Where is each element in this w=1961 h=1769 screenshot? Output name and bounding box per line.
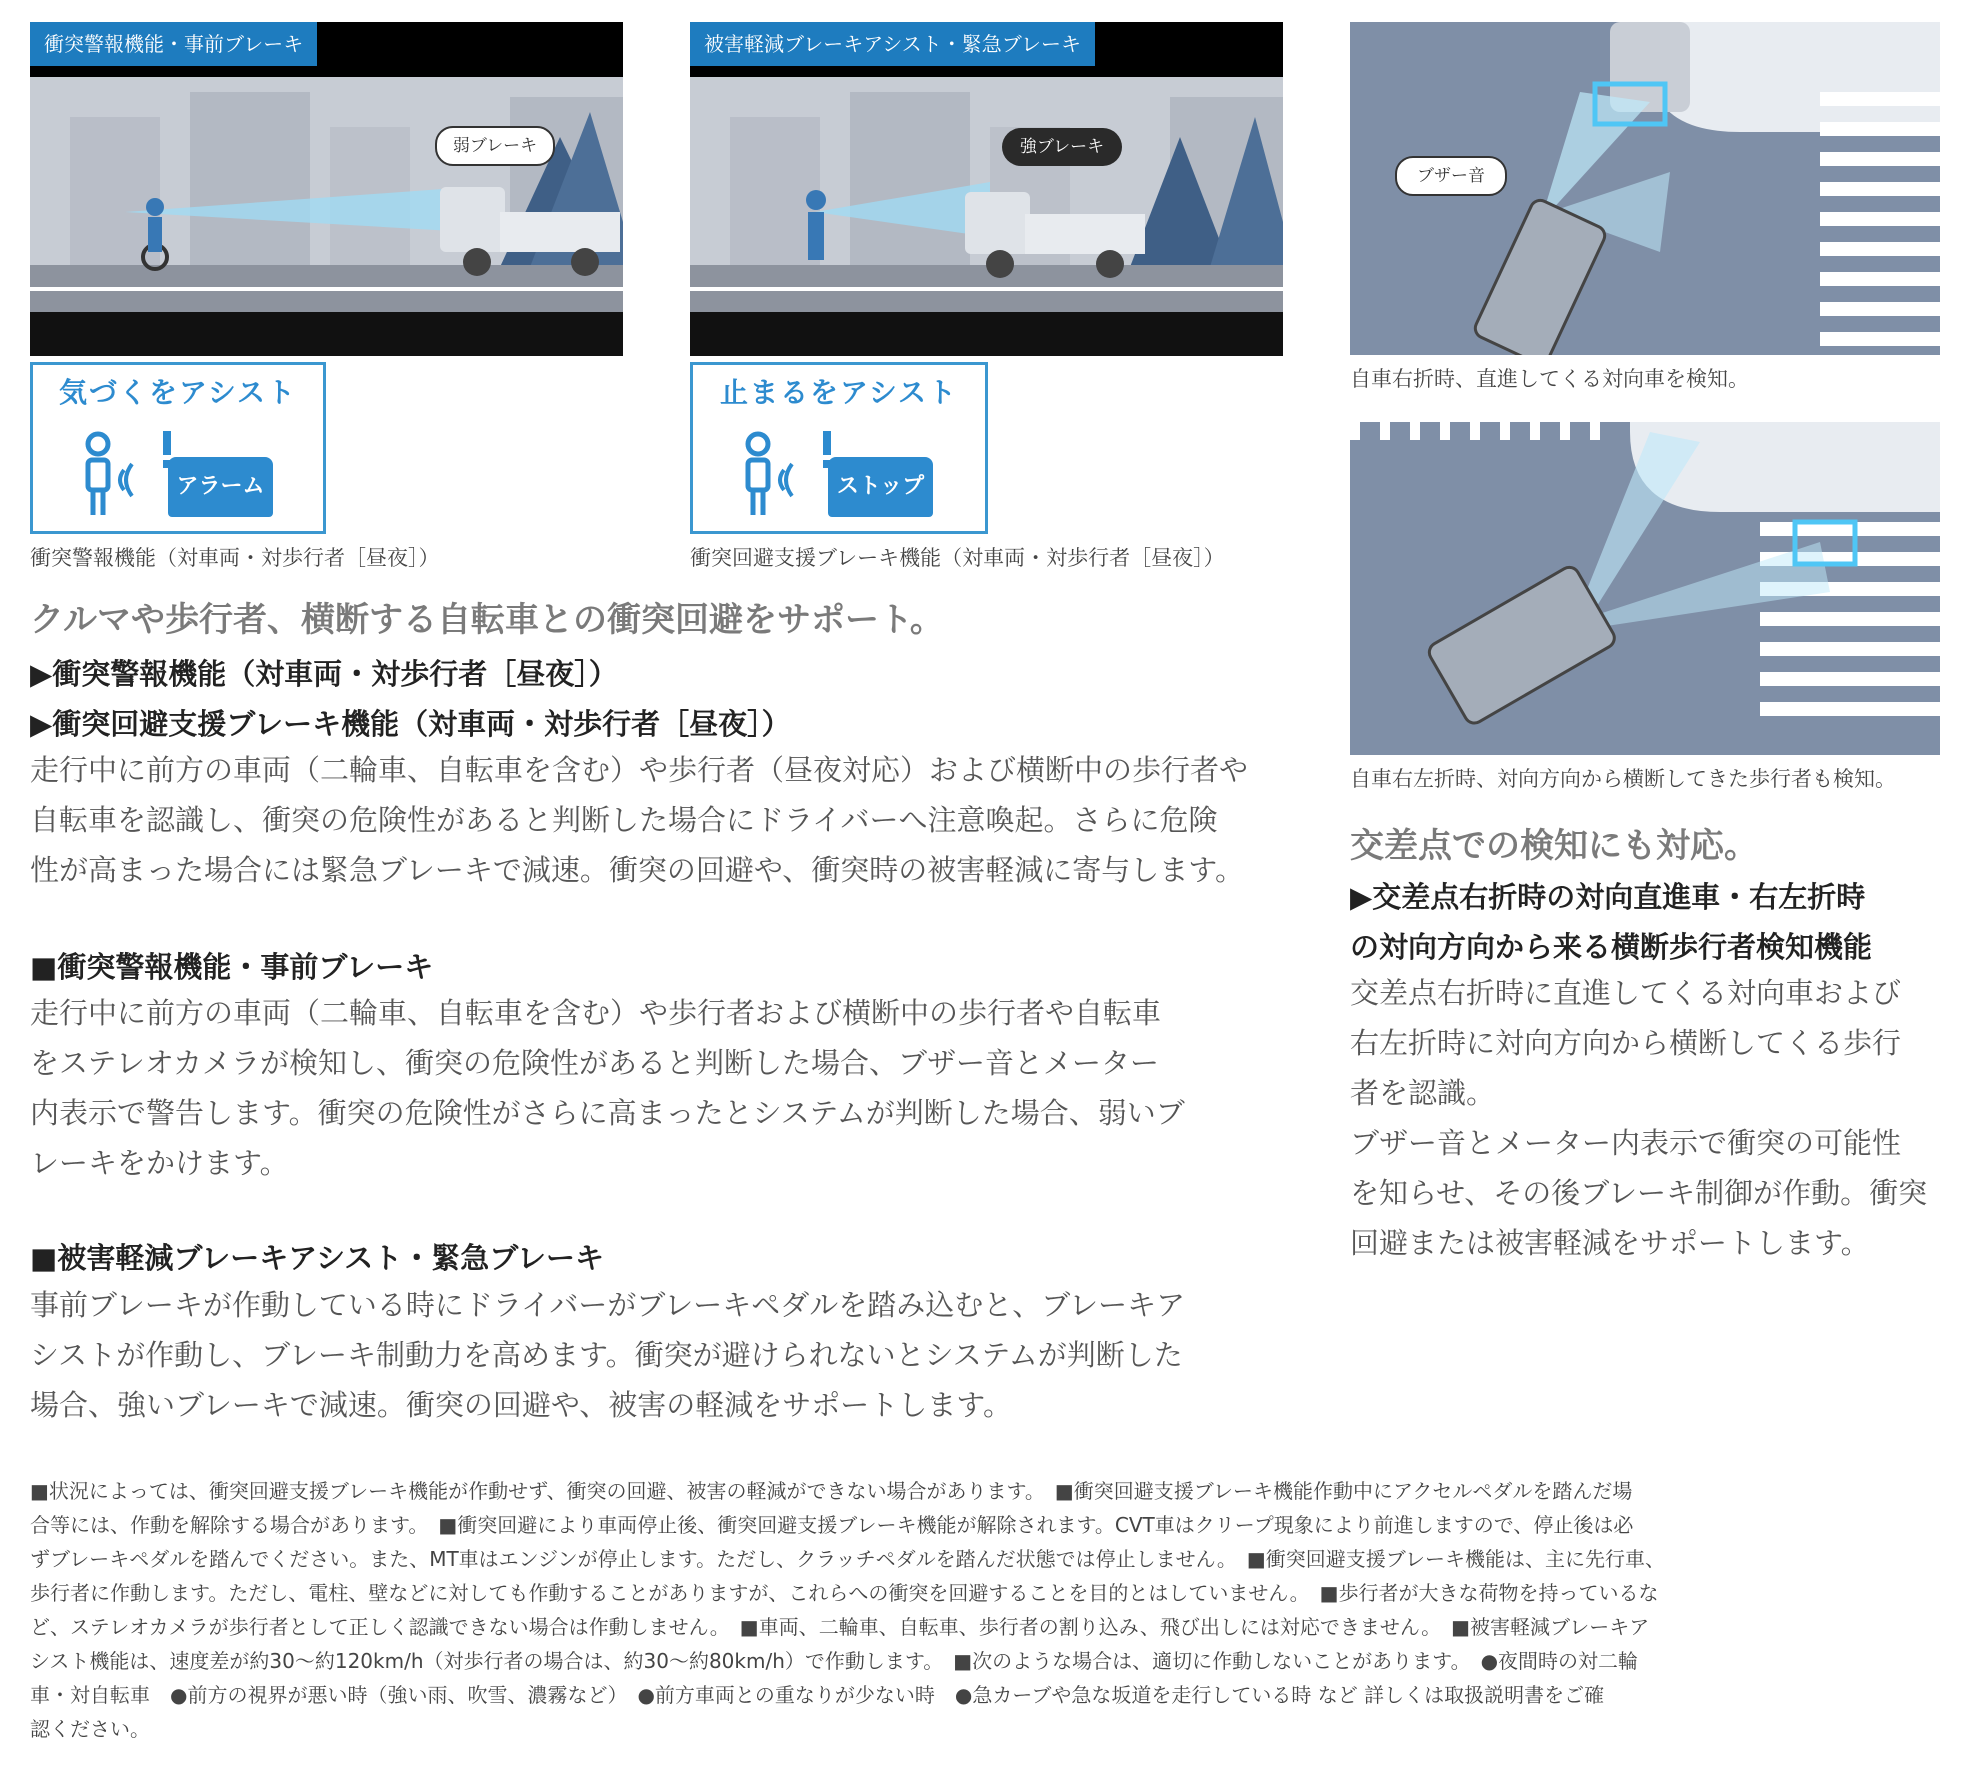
intersection-bottom-illustration (1350, 422, 1940, 755)
scene-warning-panel (30, 22, 623, 356)
assist-notice-caption: 衝突警報機能（対車両・対歩行者［昼夜］） (30, 546, 440, 570)
main-sub1: ▶衝突警報機能（対車両・対歩行者［昼夜］） (30, 657, 618, 691)
main-body-line: 性が高まった場合には緊急ブレーキで減速。衝突の回避や、衝突時の被害軽減に寄与します。 (30, 853, 1244, 887)
intersection-subtitle-line: の対向方向から来る横断歩行者検知機能 (1350, 930, 1873, 964)
footnote-line: シスト機能は、速度差が約30〜約120km/h（対歩行者の場合は、約30〜約80km/h）で作動します。 ■次のような場合は、適切に作動しないことがあります。 ●夜間時の対二輪 (30, 1649, 1639, 1673)
intersection-subtitle-line: ▶交差点右折時の対向直進車・右左折時 (1350, 880, 1866, 914)
footnote-line: 歩行者に作動します。ただし、電柱、壁などに対しても作動することがありますが、これらへの衝突を回避することを目的とはしていません。 ■歩行者が大きな荷物を持っているな (30, 1581, 1659, 1605)
intersection-bottom-caption: 自車右左折時、対向方向から横断してきた歩行者も検知。 (1350, 767, 1896, 791)
assist-notice-box (30, 362, 326, 534)
assist-stop-title: 止まるをアシスト (719, 376, 959, 409)
main-body-line: 自転車を認識し、衝突の危険性があると判断した場合にドライバーへ注意喚起。さらに危険 (30, 803, 1218, 837)
scene-emergency-illustration (690, 22, 1283, 356)
assist-stop-caption: 衝突回避支援ブレーキ機能（対車両・対歩行者［昼夜］） (690, 546, 1225, 570)
warning-mark-stop-icon (823, 431, 831, 455)
main-body (30, 745, 1248, 895)
intersection-body-line: 回避または被害軽減をサポートします。 (1350, 1226, 1870, 1260)
footnotes (30, 1474, 1940, 1746)
footnote-line: 合等には、作動を解除する場合があります。 ■衝突回避により車両停止後、衝突回避支援ブレーキ機能が解除されます。CVT車はクリープ現象により前進しますので、停止後は必 (30, 1513, 1634, 1537)
intersection-top-caption: 自車右折時、直進してくる対向車を検知。 (1350, 367, 1749, 391)
intersection-body-line: を知らせ、その後ブレーキ制御が作動。衝突 (1350, 1176, 1928, 1210)
assist-stop-box (690, 362, 988, 534)
bubble-weak-brake-text: 弱ブレーキ (452, 136, 538, 156)
intersection-headline: 交差点での検知にも対応。 (1350, 826, 1758, 866)
emergency-body-line: シストが作動し、ブレーキ制動力を高めます。衝突が避けられないとシステムが判断した (30, 1338, 1183, 1372)
emergency-section-title: ■被害軽減ブレーキアシスト・緊急ブレーキ (30, 1241, 605, 1275)
intersection-body-line: ブザー音とメーター内表示で衝突の可能性 (1350, 1126, 1902, 1160)
footnote-line: ずブレーキペダルを踏んでください。また、MT車はエンジンが停止します。ただし、クラッチペダルを踏んだ状態では停止しません。 ■衝突回避支援ブレーキ機能は、主に先行車、 (30, 1547, 1665, 1571)
assist-notice-title: 気づくをアシスト (58, 376, 298, 409)
bubble-buzzer-text: ブザー音 (1417, 166, 1485, 186)
intersection-body-line: 右左折時に対向方向から横断してくる歩行 (1350, 1026, 1902, 1060)
bubble-weak-brake (435, 126, 555, 166)
intersection-body (1350, 968, 1927, 1268)
footnote-line: ど、ステレオカメラが歩行者として正しく認識できない場合は作動しません。 ■車両、二輪車、自転車、歩行者の割り込み、飛び出しには対応できません。 ■被害軽減ブレーキア (30, 1615, 1650, 1639)
intersection-body-line: 交差点右折時に直進してくる対向車および (1350, 976, 1902, 1010)
truck-stop-icon (828, 457, 933, 517)
emergency-body-line: 事前ブレーキが作動している時にドライバーがブレーキペダルを踏み込むと、ブレーキア (30, 1288, 1186, 1322)
bubble-strong-brake (1002, 128, 1122, 166)
footnote-line: ■状況によっては、衝突回避支援ブレーキ機能が作動せず、衝突の回避、被害の軽減ができない場合があります。 ■衝突回避支援ブレーキ機能作動中にアクセルペダルを踏んだ場 (30, 1479, 1633, 1503)
intersection-top-image (1350, 22, 1940, 355)
bubble-strong-brake-text: 強ブレーキ (1019, 137, 1105, 157)
scene-emergency-tag: 被害軽減ブレーキアシスト・緊急ブレーキ (690, 22, 1095, 66)
main-sub2: ▶衝突回避支援ブレーキ機能（対車両・対歩行者［昼夜］） (30, 707, 791, 741)
truck-alarm-label: アラーム (176, 474, 265, 499)
scene-emergency-panel (690, 22, 1283, 356)
warning-section-title: ■衝突警報機能・事前ブレーキ (30, 950, 434, 984)
main-headline: クルマや歩行者、横断する自転車との衝突回避をサポート。 (30, 600, 944, 640)
warning-mark-icon (163, 431, 171, 455)
emergency-body-line: 場合、強いブレーキで減速。衝突の回避や、被害の軽減をサポートします。 (30, 1388, 1012, 1422)
truck-alarm-icon (168, 457, 273, 517)
bubble-buzzer (1395, 156, 1507, 196)
footnote-line: 認ください。 (30, 1717, 150, 1741)
warning-body-line: 走行中に前方の車両（二輪車、自転車を含む）や歩行者および横断中の歩行者や自転車 (30, 996, 1162, 1030)
main-body-line: 走行中に前方の車両（二輪車、自転車を含む）や歩行者（昼夜対応）および横断中の歩行者や (30, 753, 1249, 787)
intersection-subtitle (1350, 872, 1872, 972)
scene-warning-tag: 衝突警報機能・事前ブレーキ (30, 22, 317, 66)
emergency-section-body (30, 1280, 1185, 1430)
warning-section-body (30, 988, 1185, 1188)
warning-body-line: レーキをかけます。 (30, 1146, 289, 1180)
truck-stop-label: ストップ (836, 474, 925, 499)
warning-body-line: 内表示で警告します。衝突の危険性がさらに高まったとシステムが判断した場合、弱いブ (30, 1096, 1185, 1130)
footnote-line: 車・対自転車 ●前方の視界が悪い時（強い雨、吹雪、濃霧など） ●前方車両との重なりが少ない時 ●急カーブや急な坂道を走行している時 など 詳しくは取扱説明書をご確 (30, 1683, 1605, 1707)
intersection-bottom-image (1350, 422, 1940, 755)
intersection-body-line: 者を認識。 (1350, 1076, 1496, 1110)
scene-warning-illustration (30, 22, 623, 356)
warning-body-line: をステレオカメラが検知し、衝突の危険性があると判断した場合、ブザー音とメーター (30, 1046, 1159, 1080)
pedestrian-stop-icon (738, 430, 798, 520)
pedestrian-icon (78, 430, 138, 520)
